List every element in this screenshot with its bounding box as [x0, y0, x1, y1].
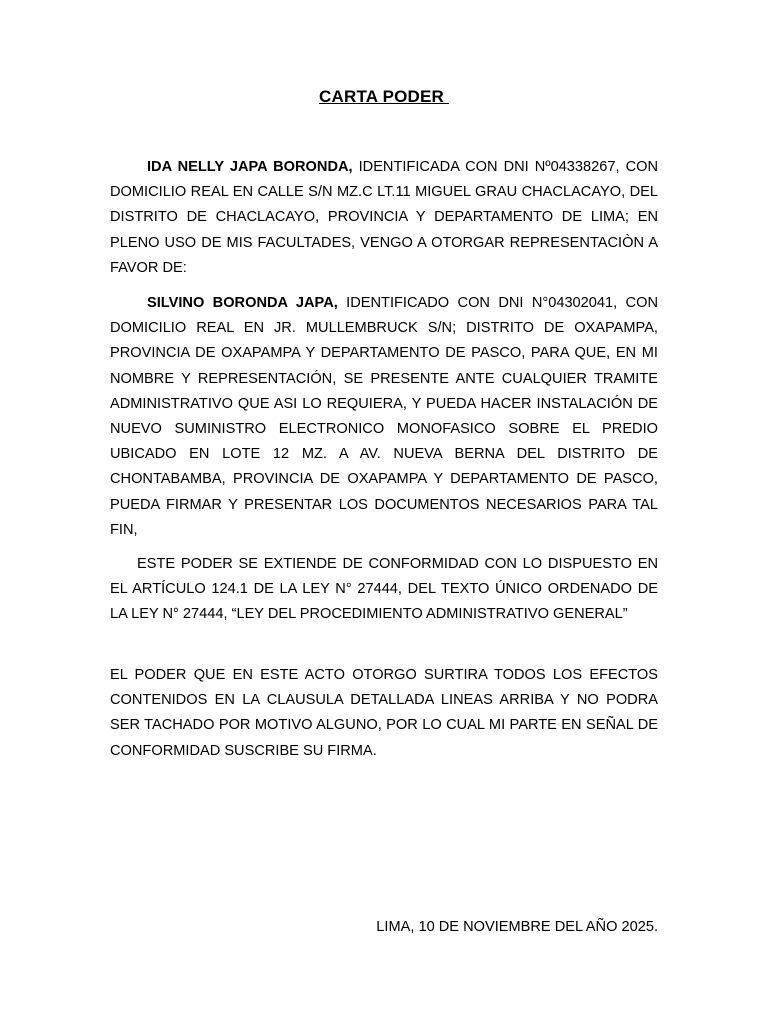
effects-text: EL PODER QUE EN ESTE ACTO OTORGO SURTIRA TODOS LOS EFECTOS CONTENIDOS EN LA CLAUSULA DETALLADA LINEAS ARRIBA Y NO PODRA SER TACHADO POR MOTIVO ALGUNO, POR LO CUAL MI PARTE EN SEÑAL DE CONFORMIDAD SUSCRIBE SU FIRMA.	[110, 667, 658, 759]
paragraph-legal-basis	[110, 552, 658, 628]
legal-basis-text: ESTE PODER SE EXTIENDE DE CONFORMIDAD CON LO DISPUESTO EN EL ARTÍCULO 124.1 DE LA LEY N° 27444, DEL TEXTO ÚNICO ORDENADO DE LA LEY N° 27444, “LEY DEL PROCEDIMIENTO ADMINISTRATIVO GENERAL”	[110, 556, 658, 623]
representative-name: SILVINO BORONDA JAPA,	[147, 295, 338, 311]
document-title: CARTA PODER	[319, 87, 449, 106]
paragraph-representative	[110, 291, 658, 543]
paragraph-grantor	[110, 155, 658, 281]
paragraph-effects	[110, 663, 658, 764]
date-place-line: LIMA, 10 DE NOVIEMBRE DEL AÑO 2025.	[376, 919, 658, 935]
representative-details: IDENTIFICADO CON DNI N°04302041, CON DOMICILIO REAL EN JR. MULLEMBRUCK S/N; DISTRITO DE OXAPAMPA, PROVINCIA DE OXAPAMPA Y DEPARTAMENTO DE PASCO, PARA QUE, EN MI NOMBRE Y REPRESENTACIÓN, SE PRESENTE ANTE CUALQUIER TRAMITE ADMINISTRATIVO QUE ASI LO REQUIERA, Y PUEDA HACER INSTALACIÓN DE NUEVO SUMINISTRO ELECTRONICO MONOFASICO SOBRE EL PREDIO UBICADO EN LOTE 12 MZ. A AV. NUEVA BERNA DEL DISTRITO DE CHONTABAMBA, PROVINCIA DE OXAPAMPA Y DEPARTAMENTO DE PASCO, PUEDA FIRMAR Y PRESENTAR LOS DOCUMENTOS NECESARIOS PARA TAL FIN,	[110, 295, 658, 538]
grantor-details: IDENTIFICADA CON DNI Nº04338267, CON DOMICILIO REAL EN CALLE S/N MZ.C LT.11 MIGUEL GRAU CHACLACAYO, DEL DISTRITO DE CHACLACAYO, PROVINCIA Y DEPARTAMENTO DE LIMA; EN PLENO USO DE MIS FACULTADES, VENGO A OTORGAR REPRESENTACIÒN A FAVOR DE:	[110, 159, 658, 276]
grantor-name: IDA NELLY JAPA BORONDA,	[147, 159, 353, 175]
